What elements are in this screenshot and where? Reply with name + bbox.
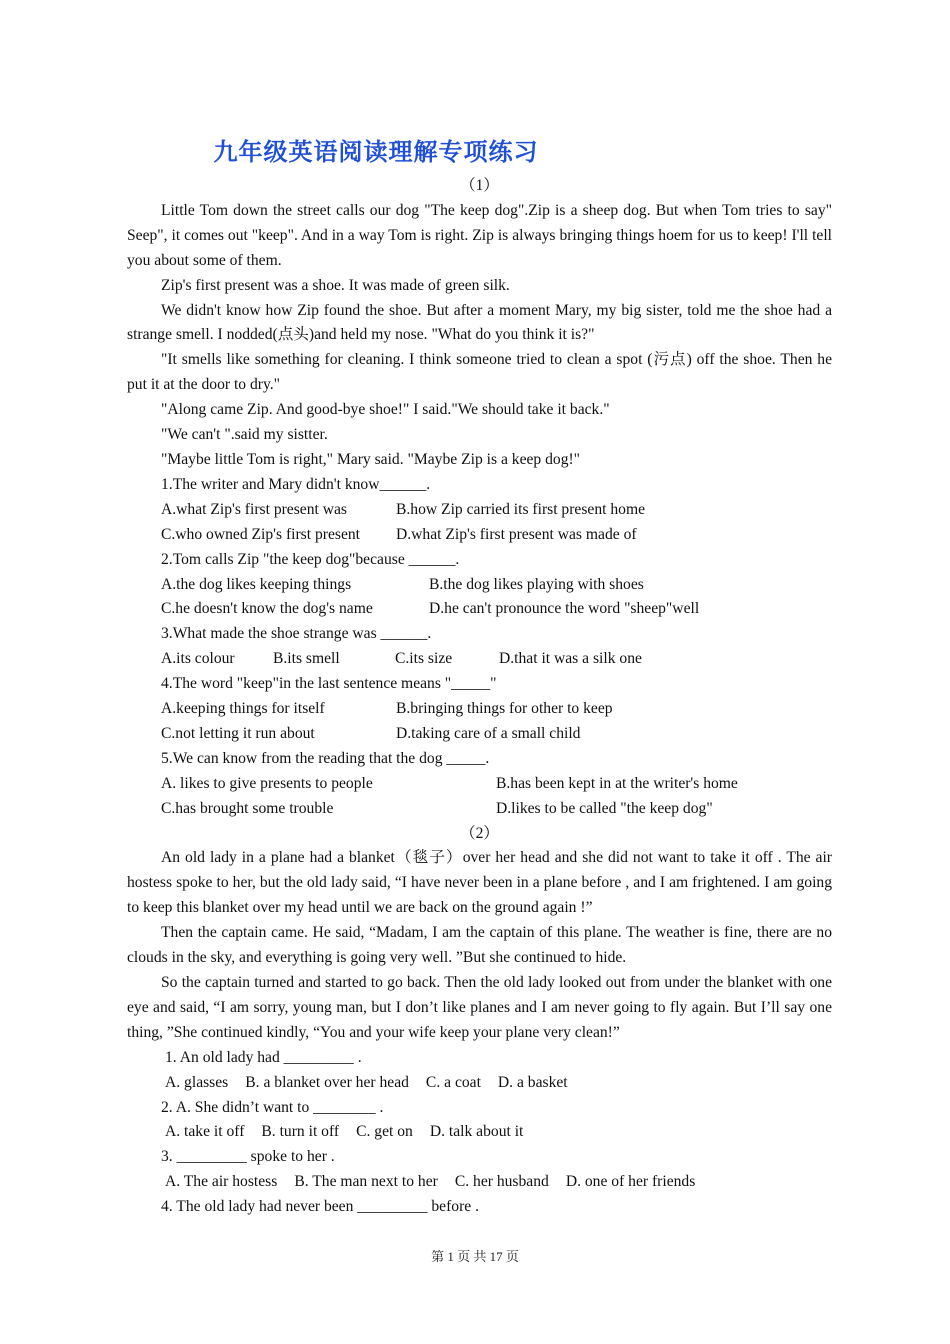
passage-1-paragraph-3: We didn't know how Zip found the shoe. But after a moment Mary, my big sister, told me the shoe had a strange smell. I nodded(点头)and held my nose. "What do you think it is?" (127, 301, 832, 344)
option-a: A. The air hostess (165, 1173, 278, 1191)
option-b: B.the dog likes playing with shoes (429, 575, 644, 593)
option-b: B. turn it off (261, 1123, 340, 1141)
option-b: B.how Zip carried its first present home (396, 500, 646, 518)
p2-q2-options (127, 1120, 832, 1145)
option-a: A. glasses (165, 1073, 229, 1091)
option-c: C. get on (356, 1123, 413, 1141)
passage-1-number: （1） (460, 177, 499, 194)
p2-question-1: 1. An old lady had _________ . (165, 1048, 362, 1066)
passage-1-paragraph-7: "Maybe little Tom is right," Mary said. "Maybe Zip is a keep dog!" (161, 450, 581, 468)
page-footer: 第 1 页 共 17 页 (431, 1249, 519, 1264)
p1-question-3: 3.What made the shoe strange was ______. (161, 625, 432, 643)
p1-question-1: 1.The writer and Mary didn't know______. (161, 475, 431, 493)
option-b: B. a blanket over her head (245, 1073, 409, 1091)
option-b: B.has been kept in at the writer's home (496, 774, 738, 792)
option-d: D.taking care of a small child (396, 724, 581, 742)
option-a: A.its colour (161, 650, 235, 668)
p2-question-2: 2. A. She didn’t want to ________ . (161, 1098, 384, 1116)
option-c: C.not letting it run about (161, 724, 315, 742)
option-c: C.its size (395, 650, 453, 668)
option-a: A.keeping things for itself (161, 700, 325, 718)
option-c: C.has brought some trouble (161, 799, 334, 817)
option-a: A. likes to give presents to people (161, 774, 373, 792)
p1-q5-options-row-1 (127, 772, 832, 797)
p1-question-4: 4.The word "keep"in the last sentence means "_____" (161, 675, 497, 693)
p1-q3-options (127, 647, 832, 672)
p1-question-5: 5.We can know from the reading that the dog _____. (161, 749, 490, 767)
option-c: C.who owned Zip's first present (161, 525, 361, 543)
option-d: D.he can't pronounce the word "sheep"well (429, 600, 700, 618)
option-b: B.its smell (273, 650, 340, 668)
p1-question-2: 2.Tom calls Zip "the keep dog"because ______. (161, 550, 460, 568)
p1-q2-options-row-1 (127, 573, 832, 598)
p1-q4-options-row-1 (127, 697, 832, 722)
passage-1-paragraph-6: "We can't ".said my sistter. (161, 426, 328, 444)
passage-2-paragraph-1: An old lady in a plane had a blanket（毯子）over her head and she did not want to take it off . The air hostess spoke to her, but the old lady said, “I have never been in a plane before , and I am frightened. I am going to keep this blanket over my head until we are back on the ground again !” (127, 849, 832, 917)
p2-q1-options (127, 1071, 832, 1096)
passage-2-number: （2） (460, 824, 499, 842)
option-b: B. The man next to her (294, 1173, 438, 1191)
passage-1-paragraph-4: "It smells like something for cleaning. I think someone tried to clean a spot (污点) off the shoe. Then he put it at the door to dry." (127, 351, 832, 394)
passage-1-paragraph-2: Zip's first present was a shoe. It was made of green silk. (161, 276, 510, 294)
option-d: D.what Zip's first present was made of (396, 525, 637, 543)
reading-content (127, 174, 832, 1220)
option-c: C.he doesn't know the dog's name (161, 600, 373, 618)
p2-question-4: 4. The old lady had never been _________ before . (161, 1198, 479, 1216)
option-d: D. one of her friends (565, 1173, 696, 1191)
p2-question-3: 3. _________ spoke to her . (161, 1148, 335, 1166)
passage-1-paragraph-1: Little Tom down the street calls our dog "The keep dog".Zip is a sheep dog. But when Tom tries to say" Seep", it comes out "keep". And in a way Tom is right. Zip is always bringing things hoem for us to keep! I'll tell you about some of them. (127, 201, 832, 269)
option-a: A. take it off (165, 1123, 245, 1141)
passage-2-paragraph-3: So the captain turned and started to go back. Then the old lady looked out from under the blanket with one eye and said, “I am sorry, young man, but I don’t like planes and I am never going to fly again. But I’ll say one thing, ”She continued kindly, “You and your wife keep your plane very clean!” (127, 974, 832, 1041)
option-a: A.the dog likes keeping things (161, 575, 352, 593)
option-a: A.what Zip's first present was (161, 500, 347, 518)
p1-q1-options-row-1 (127, 498, 832, 523)
option-d: D. a basket (497, 1073, 568, 1091)
option-d: D.likes to be called "the keep dog" (496, 799, 713, 817)
p2-q3-options (127, 1170, 832, 1195)
page-title: 九年级英语阅读理解专项练习 (213, 138, 539, 166)
option-c: C. her husband (454, 1173, 549, 1191)
passage-2-paragraph-2: Then the captain came. He said, “Madam, I am the captain of this plane. The weather is fine, there are no clouds in the sky, and everything is going very well. ”But she continued to hide. (127, 924, 832, 967)
option-d: D.that it was a silk one (499, 650, 642, 668)
passage-1-paragraph-5: "Along came Zip. And good-bye shoe!" I said."We should take it back." (161, 401, 610, 419)
p1-q4-options-row-2 (127, 722, 832, 747)
option-c: C. a coat (425, 1073, 481, 1091)
option-b: B.bringing things for other to keep (396, 700, 613, 718)
option-d: D. talk about it (429, 1123, 524, 1141)
p1-q1-options-row-2 (127, 523, 832, 548)
p1-q5-options-row-2 (127, 797, 832, 822)
p1-q2-options-row-2 (127, 597, 832, 622)
